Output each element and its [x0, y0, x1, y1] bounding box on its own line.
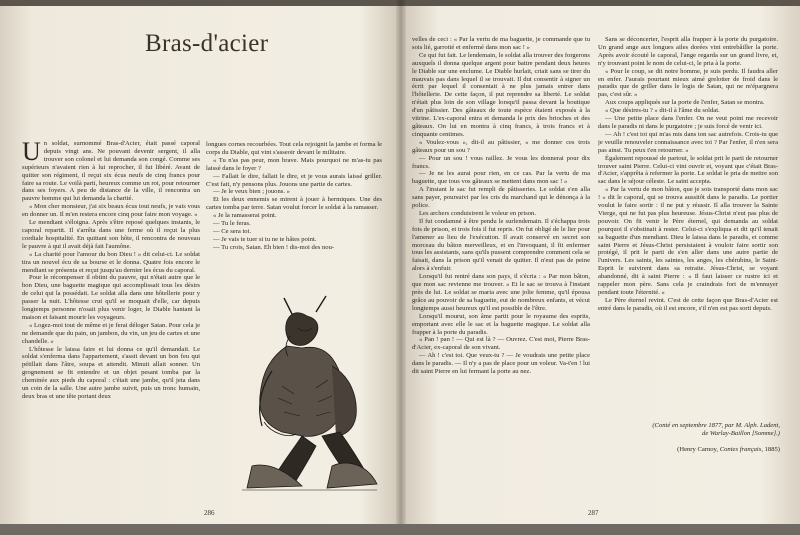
right-col-1-paragraph: — Je ne les aurai pour rien, en ce cas. Par la vertu de ma baguette, que tous vos gâteaux se mettent dans mon sac ! » [412, 170, 590, 186]
right-col-2-paragraph: « Pour le coup, se dit notre homme, je suis perdu. Il faudra aller en enfer. J'aurais pourtant mieux aimé grelotter de froid dans le paradis que de griller dans le logis de Satan, qui ne m'épargnera pas, c'est sûr. » [598, 67, 778, 99]
right-col-2-paragraph: — Ah ! c'est toi qui m'as mis dans ton sac autrefois. Crois-tu que je veuille renouveler connaissance avec toi ? Par l'enfer, il n'en sera pas ainsi. Tu peux t'en retourner. » [598, 130, 778, 154]
source-prefix: (Henry Carnoy, [677, 446, 720, 453]
left-col-1-paragraph: « La charité pour l'amour du bon Dieu ! » dit celui-ci. Le soldat tira un nouvel écu de sa bourse et le donna. Quatre fois encore le mendiant se présenta et reçut jusqu'au dernier les écus du caporal. [22, 250, 200, 274]
right-col-2-paragraph: « Par la vertu de mon bâton, que je sois transporté dans mon sac ! » dit le caporal, qui se trouva aussitôt dans le paradis. Le portier voulut le faire sortir : il ne put y réussir. Il alla trouver la Sainte Vierge, qui ne fut pas plus heureuse. Jésus-Christ n'eut pas plus de pouvoir. On fit venir le Père éternel, qui demanda au soldat pourquoi il s'obstinait à rester. Celui-ci s'expliqua et dit qu'il tenait sa baguette d'un mendiant. Dieu le laissa dans le paradis, et comme saint Pierre et Jésus-Christ persistaient à vouloir faire sortir son protégé, il prit le parti de s'en aller dans une autre partie de l'univers. Les saints, les saintes, les anges, les chérubins, le Saint-Esprit le suivirent dans sa retraite. Jésus-Christ, se voyant abandonné, dit à saint Pierre : « Il faut laisser ce rustre ici et rappeler mon père. Sans cela je craindrais fort de m'ennuyer pendant toute l'éternité. » [598, 186, 778, 296]
left-col-1-paragraph: « Mon cher monsieur, j'ai six beaux écus tout neufs, je vais vous en donner un. Il m'en restera encore cinq pour faire mon voyage. » [22, 203, 200, 219]
source-citation [590, 446, 780, 454]
left-col-2-paragraph: — Ce sera toi. [213, 227, 252, 235]
right-col-1-paragraph: velles de ceci : « Par la vertu de ma baguette, je commande que tu sois lié, garrotté et enfermé dans mon sac ! » [412, 36, 590, 51]
left-col-2-paragraph: « Tu n'as pas peur, mon brave. Mais pourquoi ne m'as-tu pas laissé dans le foyer ? [206, 156, 382, 172]
right-col-1-paragraph: Il fut condamné à être pendu le surlendemain. Il s'échappa trois fois de prison, et trois fois il fut repris. On fut obligé de le lier pour l'amener au lieu de l'exécution. Il avait conservé en secret son morceau du bâton merveilleux, et en l'invoquant, il fit enfermer tous les assistants, sans qu'ils pussent comprendre comment cela se faisait, dans la prison qu'il venait de quitter. Il n'eut pas de peine alors à s'enfuir. [412, 217, 590, 273]
right-col-1-paragraph: — Pour un sou ! vous raillez. Je vous les donnerai pour dix francs. [412, 154, 590, 170]
left-col-2-paragraph: « Je la ramasserai point. [213, 212, 277, 220]
source-title: Contes français [719, 446, 762, 453]
left-col-2-paragraph: — Fallait le dire, fallait le dire, et je vous aurais laissé griller. C'est fait, n'y pensons plus. Jouons une partie de cartes. [206, 172, 382, 188]
left-col-2-paragraph: — Je vais te tuer si tu ne te hâtes point. [213, 235, 317, 243]
right-col-2-paragraph: — Une petite place dans l'enfer. On ne veut point me recevoir dans le paradis ni dans le purgatoire ; je suis forcé de venir ici. [598, 115, 778, 130]
book-spine [396, 0, 406, 535]
drop-cap: U [22, 140, 41, 166]
left-col-2-paragraph: longues cornes recourbées. Tout cela rejoignit la jambe et forma le corps du Diable, qui vint s'asseoir devant le militaire. [206, 141, 382, 156]
right-col-1-paragraph: Ce qui fut fait. Le lendemain, le soldat alla trouver des forgerons auxquels il donna quelque argent pour battre pendant deux heures le Diable sur une enclume. Le Diable hurlait, criait sans se tirer du mauvais pas dans lequel il se trouvait. Il dut consentir à signer un écrit par lequel il consentait à ne plus jamais entrer dans l'hôtellerie. De cette façon, il put reprendre sa liberté. Le soldat n'était plus loin de son village lorsqu'il passa devant la boutique d'un pâtissier. Des gâteaux de toute espèce étaient exposés à la vitrine. L'ex-caporal entra et demanda le prix des brioches et des gâteaux. On lui en montra à cinq francs, à trois francs et à cinquante centimes. [412, 51, 590, 138]
left-page-column-1 [22, 140, 200, 510]
right-col-1-paragraph: « Voulez-vous », dit-il au pâtissier, « me donner ces trois gâteaux pour un sou ? [412, 138, 590, 154]
left-col-1-paragraph: L'hôtesse le laissa faire et lui donna ce qu'il demandait. Le soldat s'enferma dans l'appartement, s'assit devant un bon feu qui pétillait dans l'âtre, soupa et attendit. Minuit allait sonner. Un grognement se fit entendre et un objet pesant tomba par la cheminée aux pieds du caporal : c'était une jambe, qu'il jeta dans un coin de la salle. Une autre jambe suivit, puis un tronc humain, deux bras et une tête portant deux [22, 345, 200, 400]
right-col-2-paragraph: Aux coups appliqués sur la porte de l'enfer, Satan se montra. [605, 99, 765, 107]
devil-and-soldier-illustration [232, 276, 382, 496]
scan-bottom-edge [0, 524, 800, 535]
right-col-2-paragraph: Également repoussé de partout, le soldat prit le parti de retourner trouver saint Pierre. Celui-ci vint ouvrir et, voyant que c'était Bras-d'Acier, s'apprêta à refermer la porte. Le soldat le pria de mettre son sac dans le séjour céleste. Le saint accepta. [598, 154, 778, 186]
right-col-1-paragraph: Les archers conduisirent le voleur en prison. [419, 209, 537, 217]
right-col-2-paragraph: Le Père éternel revint. C'est de cette façon que Bras-d'Acier est entré dans le paradis, où il est encore, s'il n'en est pas sorti depuis. [598, 296, 778, 312]
source-suffix: , 1885) [761, 446, 780, 453]
left-page-column-2 [206, 141, 382, 281]
right-col-1-paragraph: A l'instant le sac fut rempli de pâtisseries. Le soldat s'en alla sans payer, poursuivi par les cris du marchand qui le dénonça à la police. [412, 186, 590, 210]
left-col-1-paragraph: Pour le récompenser il obtint du pauvre, qui n'était autre que le bon Dieu, une baguette magique qui accomplissait tous les désirs de celui qui la possédait. Le soldat alla dans une hôtellerie pour y passer la nuit. L'hôtesse crut qu'il se moquait d'elle, car depuis longtemps personne n'osait plus venir loger, le Diable hantant la maison et faisant mourir les voyageurs. [22, 274, 200, 321]
right-col-1-paragraph: « Pan ! pan ! — Qui est là ? — Ouvrez. C'est moi, Pierre Bras-d'Acier, ex-caporal de son vivant. [412, 336, 590, 352]
right-col-2-paragraph: Sans se déconcerter, l'esprit alla frapper à la porte du purgatoire. Un grand ange aux longues ailes dorées vint entrebâiller la porte. Après avoir écouté le caporal, l'ange regarda sur un grand livre, et, n'y trouvant point le nom de celui-ci, le pria à la porte. [598, 36, 778, 67]
collection-credit [590, 422, 780, 454]
left-col-2-paragraph: Et les deux ennemis se mirent à jouer à hermiques. Une des cartes tomba par terre. Satan voulut forcer le soldat à la ramasser. [206, 196, 382, 212]
right-col-1-paragraph: — Ah ! c'est toi. Que veux-tu ? — Je voudrais une petite place dans le paradis. — Il n'y a pas de place pour un voleur. Va-t'en ! lui dit saint Pierre en lui fermant la porte au nez. [412, 352, 590, 376]
left-col-1-paragraph: Le mendiant s'éloigna. Après s'être reposé quelques instants, le caporal repartit. Il s'arrêta dans une ferme où il reçut la plus cordiale hospitalité. En quittant son hôte, il rencontra de nouveau le pauvre à qui il avait déjà fait l'aumône. [22, 219, 200, 250]
collector-line-2: de Warlay-Baillon [Somme].) [702, 430, 780, 437]
story-title: Bras-d'acier [145, 30, 269, 57]
page-number-left: 286 [204, 509, 215, 517]
left-col-2-paragraph: — Tu crois, Satan. Eh bien ! dis-moi des nou- [213, 243, 335, 251]
left-col-1-paragraph: « Logez-moi tout de même et je ferai déloger Satan. Pour cela je ne demande que du pain, un jambon, du vin, un jeu de cartes et une chandelle. » [22, 321, 200, 345]
left-col-1-paragraph: n soldat, surnommé Bras-d'Acier, était passé caporal depuis vingt ans. Ne pouvant devenir sergent, il alla trouver son colonel et lui demanda son congé. Comme ses supérieurs n'avaient rien à lui reprocher, il fut libéré. Avant de quitter son régiment, il reçut six écus neufs de cinq francs pour faire sa route. Le voilà parti, heureux comme un roi, pour retourner dans ses foyers. A peu de distance de la ville, il rencontra un pauvre homme qui lui demanda la charité. [22, 140, 200, 203]
right-col-1-paragraph: Lorsqu'il mourut, son âme partit pour le royaume des esprits, emportant avec elle le sac et la baguette magique. Le soldat alla frapper à la porte du paradis. [412, 312, 590, 336]
left-col-2-paragraph: — Tu le feras. [213, 220, 251, 228]
right-page-column-1 [412, 36, 590, 496]
page-number-right: 287 [588, 509, 599, 517]
collector-line-1: (Conté en septembre 1877, par M. Alph. Ladent, [652, 422, 780, 429]
right-page-column-2 [598, 36, 778, 419]
right-col-1-paragraph: Lorsqu'il fut rentré dans son pays, il s'écria : « Par mon bâton, que mon sac revienne me trouver. » Et le sac se trouva à l'instant près de lui. Le soldat se maria avec une jolie femme, qu'il épousa grâce au pouvoir de sa baguette, eut de nombreux enfants, et vécut longtemps aussi heureux qu'il est possible de l'être. [412, 273, 590, 312]
right-col-2-paragraph: « Que désires-tu ? » dit-il à l'âme du soldat. [605, 107, 720, 115]
left-col-2-paragraph: — Je le veux bien ; jouons. » [213, 188, 290, 196]
